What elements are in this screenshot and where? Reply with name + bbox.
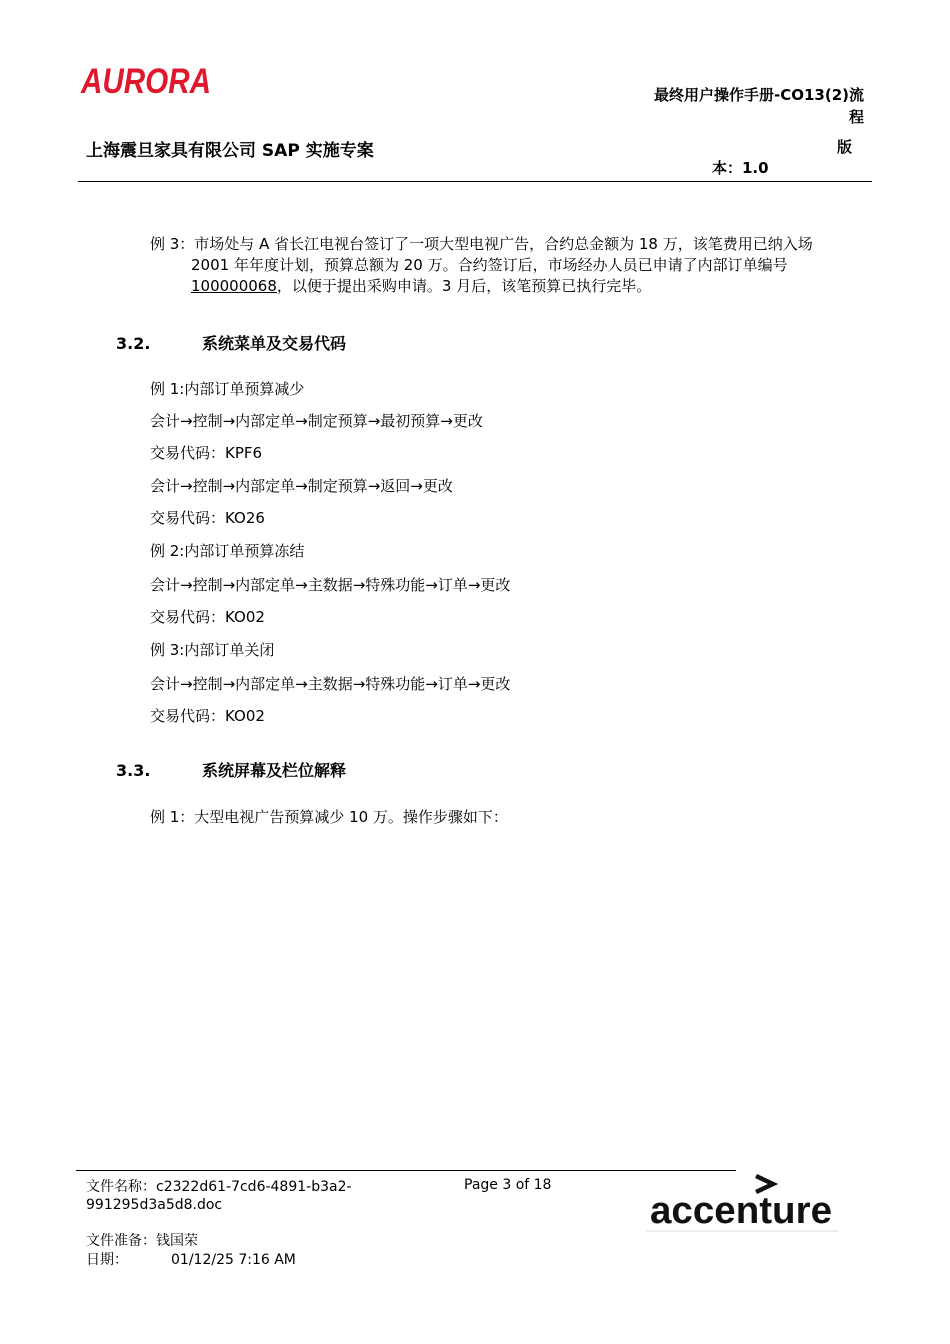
version-label-part2: 本：1.0 [712, 159, 769, 177]
example3-line1: 例 3：市场处与 A 省长江电视台签订了一项大型电视广告，合约总金额为 18 万，该笔费用已纳入场 [150, 235, 813, 253]
menu-line: 会计→控制→内部定单→制定预算→返回→更改 [150, 477, 453, 495]
footer-divider [76, 1170, 736, 1171]
doc-title-line2: 程 [848, 108, 864, 126]
aurora-logo-text: AURORA [80, 62, 212, 101]
example3-line2: 2001 年年度计划，预算总额为 20 万。合约签订后，市场经办人员已申请了内部订单编号 [191, 256, 788, 274]
example3-line3 [150, 276, 866, 297]
version-label-part1: 版 [836, 138, 852, 156]
menu-line: 会计→控制→内部定单→主数据→特殊功能→订单→更改 [150, 576, 511, 594]
footer-date [86, 1251, 296, 1269]
section-3-2-heading [116, 331, 346, 354]
order-number: 100000068 [191, 277, 277, 295]
menu-line: 例 1:内部订单预算减少 [150, 380, 305, 398]
menu-line: 交易代码：KO26 [150, 509, 265, 527]
footer-date-label: 日期： [86, 1252, 128, 1268]
doc-title [624, 84, 864, 128]
menu-line: 例 3:内部订单关闭 [150, 641, 275, 659]
accenture-logo [646, 1172, 840, 1236]
company-name: 上海震旦家具有限公司 SAP 实施专案 [86, 141, 374, 161]
menu-line: 例 2:内部订单预算冻结 [150, 542, 305, 560]
menu-line: 会计→控制→内部定单→主数据→特殊功能→订单→更改 [150, 675, 511, 693]
footer-prepared-by: 文件准备：钱国荣 [86, 1233, 198, 1249]
section-number: 3.2. [116, 334, 151, 353]
footer-file-name: 文件名称：c2322d61-7cd6-4891-b3a2-991295d3a5d8.doc [86, 1179, 352, 1213]
section-number: 3.3. [116, 761, 151, 780]
doc-title-line1: 最终用户操作手册-CO13(2)流 [653, 86, 864, 104]
menu-line: 交易代码：KO02 [150, 707, 265, 725]
menu-line: 交易代码：KO02 [150, 608, 265, 626]
menu-line: 会计→控制→内部定单→制定预算→最初预算→更改 [150, 412, 483, 430]
example3-line3-rest: ，以便于提出采购申请。3 月后，该笔预算已执行完毕。 [276, 277, 652, 295]
header-divider [78, 181, 872, 182]
section-title: 系统屏幕及栏位解释 [202, 761, 347, 780]
section-3-3-heading [116, 758, 346, 781]
footer-page-number: Page 3 of 18 [464, 1177, 552, 1193]
accenture-logo-text: accenture [650, 1190, 832, 1232]
menu-line: 交易代码：KPF6 [150, 444, 263, 462]
aurora-logo [80, 62, 214, 101]
example1-line: 例 1：大型电视广告预算减少 10 万。操作步骤如下： [150, 808, 508, 826]
footer-date-value: 01/12/25 7:16 AM [171, 1252, 296, 1268]
section-title: 系统菜单及交易代码 [202, 334, 347, 353]
example3-paragraph [150, 234, 866, 297]
